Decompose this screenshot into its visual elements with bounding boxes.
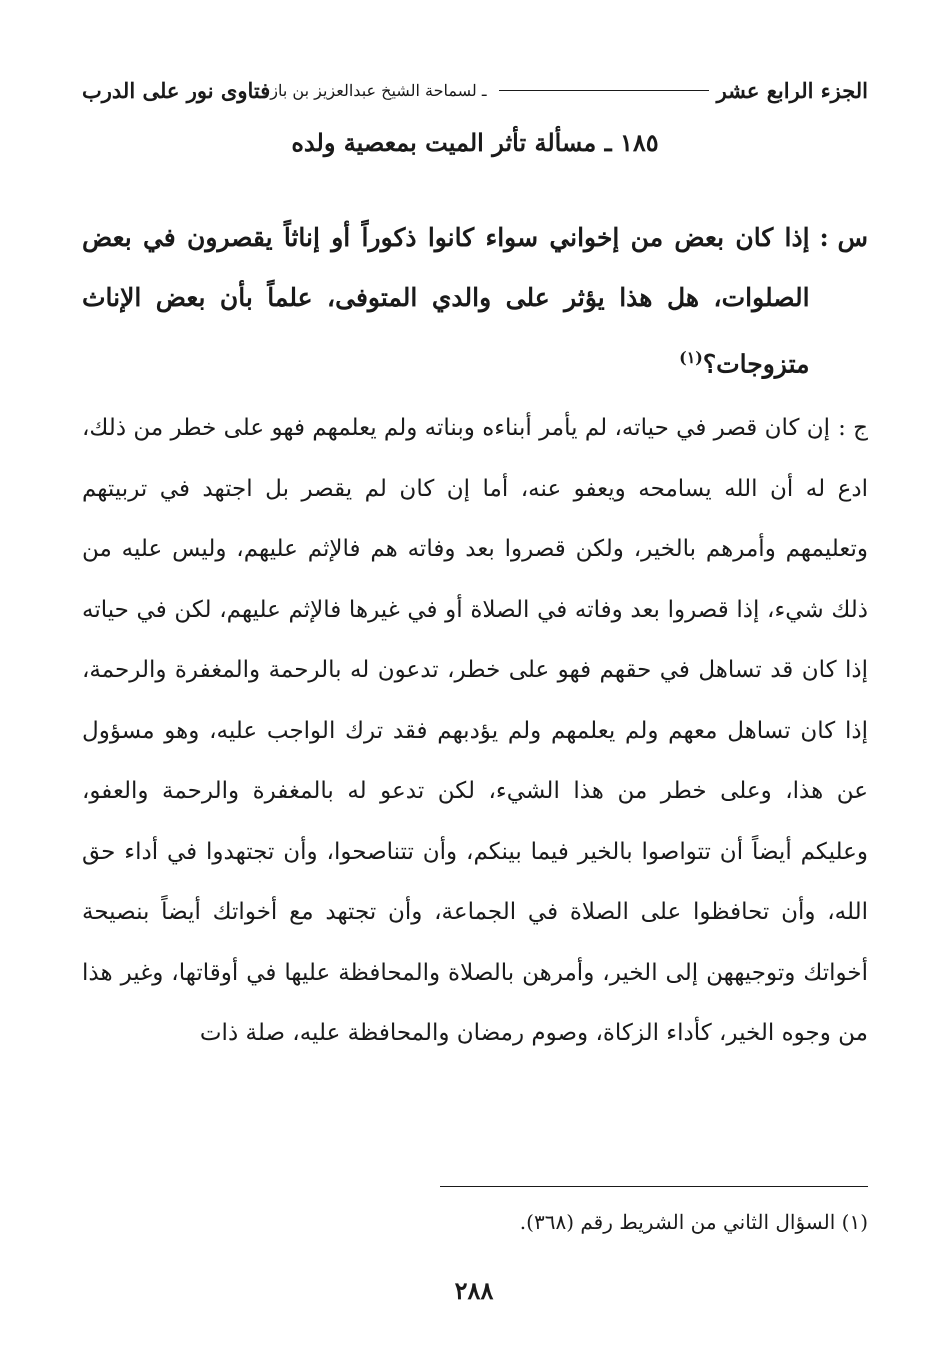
header-rule xyxy=(499,90,709,91)
answer-text: إن كان قصر في حياته، لم يأمر أبناءه وبناته ولم يعلمهم فهو على خطر من ذلك، ادع له أن الله يسامحه ويعفو عنه، أما إن كان لم يقصر بل اجتهد في تربيتهم وتعليمهم وأمرهم بالخير، ولكن قصروا بعد وفاته هم فالإثم عليهم، وليس عليه من ذلك شيء، إذا قصروا بعد وفاته في الصلاة أو في غيرها فالإثم عليهم، لكن في حياته إذا كان قد تساهل في حقهم فهو على خطر، تدعون له بالرحمة والمغفرة والرحمة، إذا كان تساهل معهم ولم يعلمهم ولم يؤدبهم فقد ترك الواجب عليه، وهو مسؤول عن هذا، وعلى خطر من هذا الشيء، لكن تدعو له بالمغفرة والرحمة والعفو، وعليكم أيضاً أن تتواصوا بالخير فيما بينكم، وأن تتناصحوا، وأن تجتهدوا في أداء حق الله، وأن تحافظوا على الصلاة في الجماعة، وأن تجتهد مع أخواتك أيضاً بنصيحة أخواتك وتوجيههن إلى الخير، وأمرهن بالصلاة والمحافظة عليها في أوقاتها، وغير هذا من وجوه الخير، كأداء الزكاة، وصوم رمضان والمحافظة عليه، صلة ذات xyxy=(82,415,868,1046)
running-header xyxy=(82,72,868,108)
footnote-reference: (١) xyxy=(679,348,703,367)
question-block xyxy=(82,208,868,394)
page-number: ٢٨٨ xyxy=(454,1276,494,1305)
footnote: (١) السؤال الثاني من الشريط رقم (٣٦٨). xyxy=(519,1210,868,1234)
answer-block xyxy=(82,398,868,1064)
footnote-divider xyxy=(440,1186,868,1187)
question-text-wrap xyxy=(82,208,810,394)
volume-part: الجزء الرابع عشر xyxy=(716,77,868,103)
book-title: فتاوى نور على الدرب xyxy=(82,77,271,103)
answer-label: ج : xyxy=(838,415,868,441)
section-heading: ١٨٥ ـ مسألة تأثر الميت بمعصية ولده xyxy=(291,128,659,157)
question-label: س : xyxy=(819,223,868,252)
question-text: إذا كان بعض من إخواني سواء كانوا ذكوراً أو إناثاً يقصرون في بعض الصلوات، هل هذا يؤثر على والدي المتوفى، علماً بأن بعض الإناث متزوجات؟ xyxy=(82,223,810,379)
author-credit: ـ لسماحة الشيخ عبدالعزيز بن باز xyxy=(270,80,487,100)
